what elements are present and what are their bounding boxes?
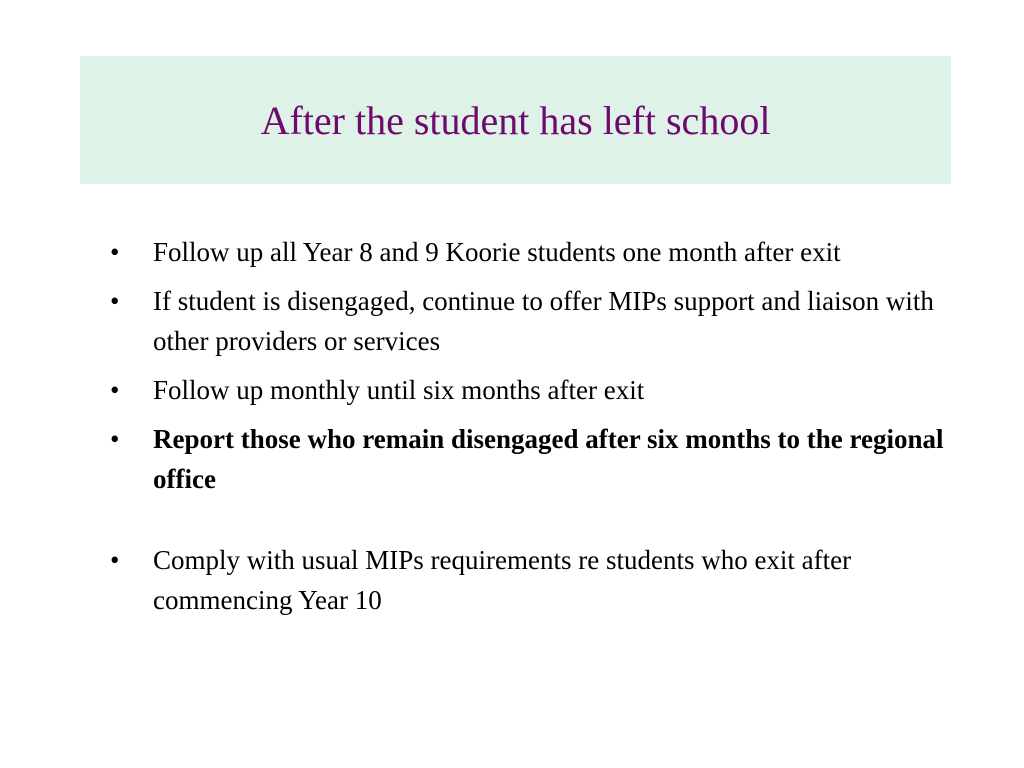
bullet-text: Follow up monthly until six months after exit bbox=[153, 375, 645, 405]
bullet-list bbox=[110, 232, 980, 629]
bullet-item-2 bbox=[110, 281, 980, 361]
slide-title: After the student has left school bbox=[260, 97, 771, 143]
bullet-item-5 bbox=[110, 540, 980, 620]
bullet-dot-icon: • bbox=[110, 237, 120, 267]
bullet-dot-icon: • bbox=[110, 424, 120, 454]
bullet-item-4 bbox=[110, 419, 980, 499]
bullet-item-1 bbox=[110, 232, 980, 272]
bullet-dot-icon: • bbox=[110, 375, 120, 405]
bullet-text: If student is disengaged, continue to offer MIPs support and liaison with other providers or services bbox=[153, 286, 934, 356]
bullet-item-3 bbox=[110, 370, 980, 410]
bullet-dot-icon: • bbox=[110, 545, 120, 575]
bullet-text: Follow up all Year 8 and 9 Koorie students one month after exit bbox=[153, 237, 841, 267]
bullet-text: Comply with usual MIPs requirements re students who exit after commencing Year 10 bbox=[153, 545, 852, 615]
bullet-dot-icon: • bbox=[110, 286, 120, 316]
title-banner bbox=[80, 56, 951, 184]
bullet-text: Report those who remain disengaged after six months to the regional office bbox=[153, 424, 944, 494]
